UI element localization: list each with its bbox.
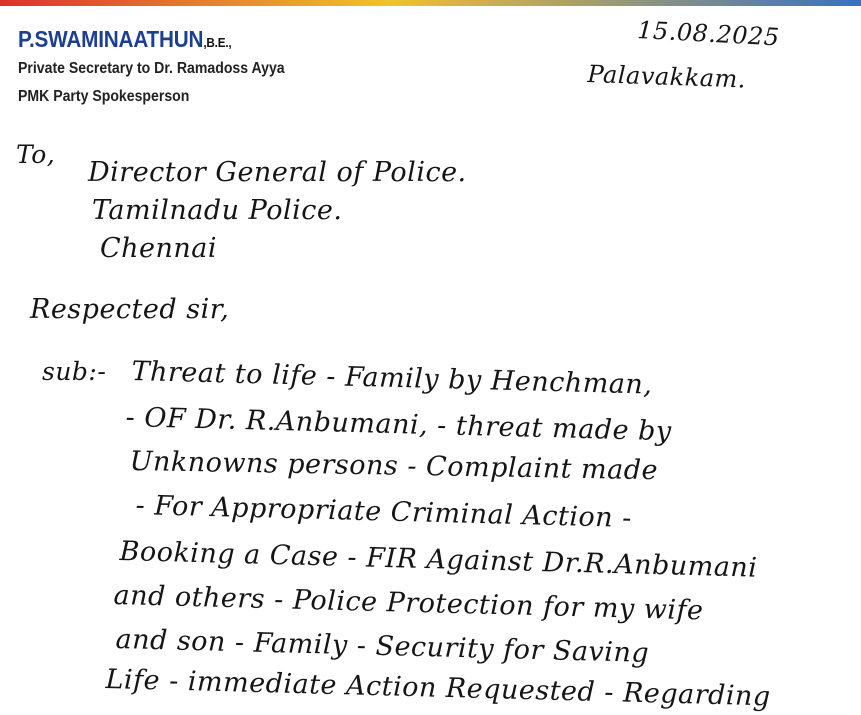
letterhead-name <box>18 26 232 53</box>
subject-line-8: Life - immediate Action Requested - Regarding <box>105 664 772 713</box>
letterhead-title: Private Secretary to Dr. Ramadoss Ayya <box>18 60 285 77</box>
subject-line-4: - For Appropriate Criminal Action - <box>135 490 633 534</box>
subject-line-1: Threat to life - Family by Henchman, <box>131 356 653 401</box>
subject-line-3: Unknowns persons - Complaint made <box>129 446 659 487</box>
address-line-3: Chennai <box>100 233 218 264</box>
subject-label: sub:- <box>42 357 107 386</box>
subject-line-2: - OF Dr. R.Anbumani, - threat made by <box>125 402 673 448</box>
address-line-1: Director General of Police. <box>88 157 467 188</box>
letter-date: 15.08.2025 <box>636 16 781 52</box>
sender-degree: ,B.E., <box>203 35 232 50</box>
to-label: To, <box>16 140 56 169</box>
subject-line-5: Booking a Case - FIR Against Dr.R.Anbumani <box>119 536 758 584</box>
subject-line-7: and son - Family - Security for Saving <box>115 624 650 669</box>
salutation: Respected sir, <box>30 294 230 325</box>
letter-place: Palavakkam. <box>587 60 747 94</box>
letterhead-role: PMK Party Spokesperson <box>18 88 190 105</box>
sender-name: P.SWAMINAATHUN <box>18 26 204 52</box>
letterhead-color-band <box>0 0 861 6</box>
address-line-2: Tamilnadu Police. <box>92 195 343 226</box>
subject-line-6: and others - Police Protection for my wife <box>113 580 704 627</box>
